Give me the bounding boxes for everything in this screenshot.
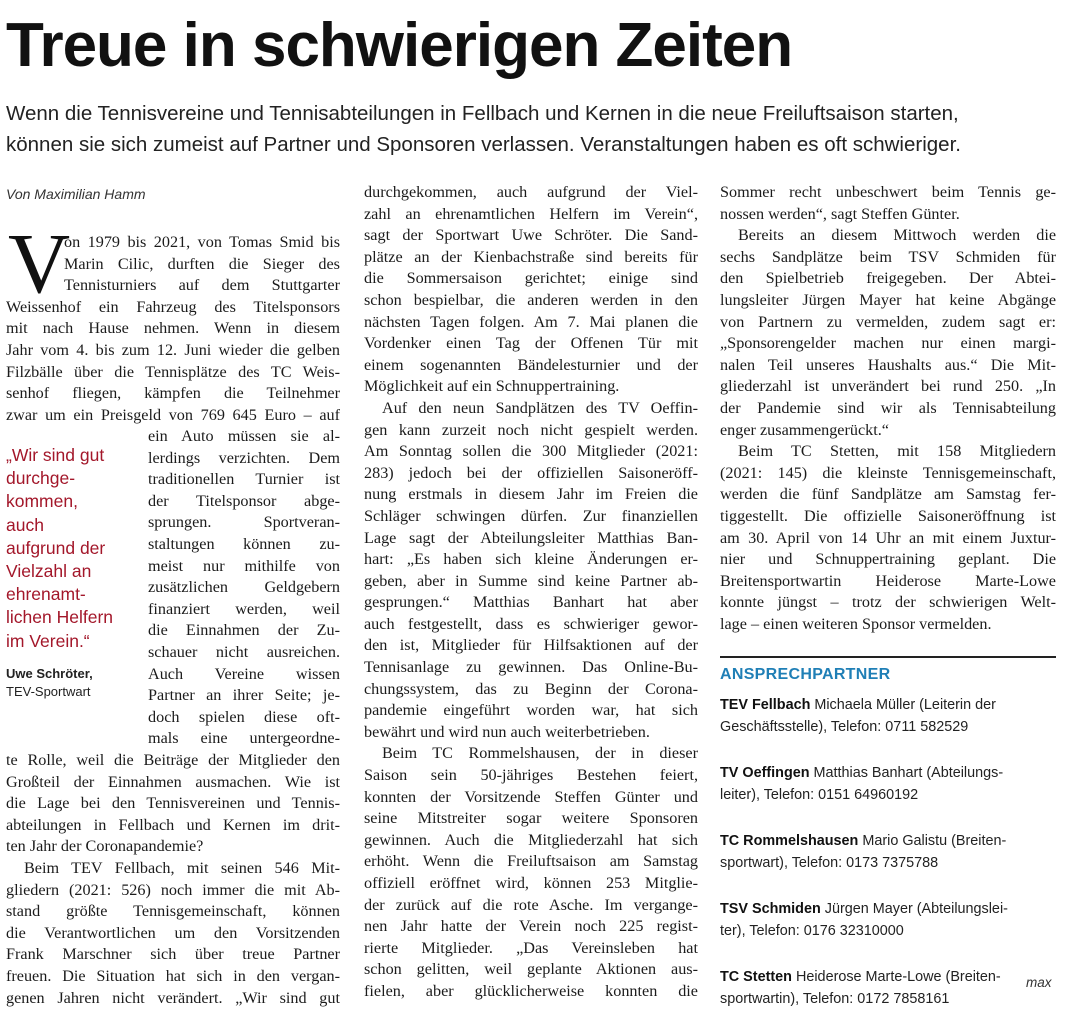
column-1-top xyxy=(6,232,340,426)
text-line: sagt der Sportwart Uwe Schröter. Die Sand- xyxy=(364,226,698,245)
text-line: am 30. April von 14 Uhr an mit einem Juxtur- xyxy=(720,528,1056,547)
text-line: Auch Vereine wissen xyxy=(148,664,340,683)
author-initials: max xyxy=(1026,975,1052,990)
pull-quote-attribution xyxy=(6,665,93,701)
text-line: die Sommersaison gerichtet; einige sind xyxy=(364,269,698,288)
text-line: traditionellen Turnier ist xyxy=(148,470,340,489)
text-line: lungsleiter Jürgen Mayer hat keine Abgänge xyxy=(720,290,1056,309)
text-line: „Sponsorengelder machen nur einen margi- xyxy=(720,334,1056,353)
text-line: Möglichkeit auf ein Schnuppertraining. xyxy=(364,377,620,396)
column-2 xyxy=(364,182,698,1003)
text-line: mit nach Hause nehmen. Wenn in diesem xyxy=(6,319,340,338)
text-line: der Pandemie sind wir als Tennisabteilung xyxy=(720,398,1056,417)
quote-author-role: TEV-Sportwart xyxy=(6,684,91,699)
text-line: 283) jedoch bei der offiziellen Saisoneröff- xyxy=(364,463,698,482)
contact-box-rule xyxy=(720,656,1056,658)
contact-phone-line: Geschäftsstelle), Telefon: 0711 582529 xyxy=(720,719,969,735)
text-line: hart: „Es haben sich kleine Änderungen er- xyxy=(364,550,698,569)
text-line: sechs Sandplätze beim TSV Schmiden für xyxy=(720,247,1056,266)
text-line: Vordenker einen Tag der Offenen Tür mit xyxy=(364,334,698,353)
contact-entry xyxy=(720,694,1058,738)
text-line: der Titelsponsor abge- xyxy=(148,491,340,510)
text-line: nächsten Tagen folgen. Am 7. Mai planen die xyxy=(364,312,698,331)
contact-entry xyxy=(720,762,1058,806)
text-line: te Rolle, weil die Beiträge der Mitglieder den xyxy=(6,751,340,769)
text-line: Beim TC Stetten, mit 158 Mitgliedern xyxy=(738,442,1056,461)
text-line: geben, aber in Summe sind keine Partner ab- xyxy=(364,571,698,590)
text-line: enger zusammengerückt.“ xyxy=(720,420,889,439)
text-line: konnten der Vorsitzende Steffen Günter und xyxy=(364,787,698,806)
column-1-bottom xyxy=(6,750,340,1009)
text-line: Marin Cilic, durften die Sieger des xyxy=(64,254,340,273)
text-line: plätze an der Kienbachstraße sind bereits für xyxy=(364,247,698,266)
text-line: seine Mitstreiter sogar weitere Sponsoren xyxy=(364,809,698,828)
text-line: chungssystem, das zu Beginn der Corona- xyxy=(364,679,698,698)
lead-line: können sie sich zumeist auf Partner und Sponsoren verlassen. Veranstaltungen haben es oft schwieriger. xyxy=(6,133,961,156)
text-line: genen Jahren nicht verändert. „Wir sind gut xyxy=(6,988,340,1007)
text-line: ein Auto müssen sie al- xyxy=(148,427,340,445)
text-line: Weissenhof ein Fahrzeug des Titelsponsors xyxy=(6,297,340,316)
text-line: lerdings verzichten. Dem xyxy=(148,448,340,467)
text-line: Tennisanlage zu gewinnen. Das Online-Bu- xyxy=(364,658,698,677)
text-line: Breitensportwartin Heiderose Marte-Lowe xyxy=(720,571,1056,590)
text-line: einem sogenannten Bändelesturnier und der xyxy=(364,355,698,374)
text-line: Schläger schwingen dürfen. Zur finanziellen xyxy=(364,506,698,525)
contact-entry xyxy=(720,898,1058,942)
text-line: on 1979 bis 2021, von Tomas Smid bis xyxy=(64,233,340,251)
text-line: schauer nicht ausreichen. xyxy=(148,642,340,661)
text-line: stand größte Tennisgemeinschaft, können xyxy=(6,902,340,921)
contact-person: Jürgen Mayer (Abteilungslei- xyxy=(820,901,1008,917)
text-line: der zurück auf die rote Asche. Im vergange- xyxy=(364,895,698,914)
text-line: Frank Marschner sich über treue Partner xyxy=(6,945,340,964)
pull-quote-line: aufgrund der xyxy=(6,537,106,558)
text-line: Großteil der Einnahmen ausmachen. Wie ist xyxy=(6,772,340,791)
contact-line xyxy=(720,898,1058,920)
contact-phone-line: sportwart), Telefon: 0173 7375788 xyxy=(720,855,939,871)
contact-line xyxy=(720,762,1058,784)
contact-club: TC Stetten xyxy=(720,969,792,985)
text-line: von Partnern zu vermelden, zudem sagt er: xyxy=(720,312,1056,331)
text-line: ten Jahr der Coronapandemie? xyxy=(6,837,204,856)
column-3 xyxy=(720,182,1056,635)
text-line: durchgekommen, auch aufgrund der Viel- xyxy=(364,183,698,201)
text-line: Filzbälle über die Tennisplätze des TC Weis- xyxy=(6,362,340,381)
contact-heading: ANSPRECHPARTNER xyxy=(720,666,891,683)
contact-person: Matthias Banhart (Abteilungs- xyxy=(809,765,1004,781)
text-line: den Spielbetrieb freigegeben. Der Abtei- xyxy=(720,269,1056,288)
text-line: Sommer recht unbeschwert beim Tennis ge- xyxy=(720,183,1056,201)
text-line: meist nur mithilfe von xyxy=(148,556,340,575)
text-line: Bereits an diesem Mittwoch werden die xyxy=(738,226,1056,245)
pull-quote-line: kommen, xyxy=(6,491,78,512)
contact-person: Mario Galistu (Breiten- xyxy=(858,833,1007,849)
text-line: die Lage bei den Tennisvereinen und Tennis- xyxy=(6,794,340,813)
drop-cap: V xyxy=(8,215,71,311)
contact-club: TEV Fellbach xyxy=(720,697,811,713)
column-1-narrow xyxy=(148,426,340,750)
text-line: Am Sonntag sollen die 300 Mitglieder (2021: xyxy=(364,442,698,461)
pull-quote-line: Vielzahl an xyxy=(6,561,92,582)
headline: Treue in schwierigen Zeiten xyxy=(6,11,793,80)
text-line: gewinnen. Auch die Mitgliederzahl hat sich xyxy=(364,830,698,849)
pull-quote-line: im Verein.“ xyxy=(6,630,90,651)
text-line: Jahr vom 4. bis zum 12. Juni wieder die gelben xyxy=(6,340,340,359)
text-line: auch festgestellt, dass es schwieriger gewor- xyxy=(364,614,698,633)
text-line: finanziert werden, weil xyxy=(148,599,340,618)
text-line: offiziell eröffnet wird, können 253 Mitglie- xyxy=(364,874,698,892)
contact-club: TV Oeffingen xyxy=(720,765,810,781)
text-line: Partner an ihrer Seite; je- xyxy=(148,686,340,705)
text-line: gliederzahl ist unverändert bei rund 250. „In xyxy=(720,377,1056,396)
text-line: fielen, aber glücklicherweise konnten die xyxy=(364,981,698,1000)
pull-quote-line: durchge- xyxy=(6,468,76,489)
quote-author-name: Uwe Schröter, xyxy=(6,666,93,681)
text-line: gliedern (2021: 526) noch immer die mit Ab- xyxy=(6,880,340,899)
pull-quote-line: auch xyxy=(6,514,44,535)
pull-quote-line: „Wir sind gut xyxy=(6,445,105,465)
text-line: (2021: 145) die kleinste Tennisgemeinschaft, xyxy=(720,463,1056,482)
contact-line xyxy=(720,694,1058,716)
text-line: nalen Teil unseres Haushalts aus.“ Die Mit- xyxy=(720,355,1056,374)
text-line: erhöht. Wenn die Freiluftsaison am Samstag xyxy=(364,852,698,871)
author-byline: Von Maximilian Hamm xyxy=(6,186,146,202)
text-line: zwar um ein Preisgeld von 769 645 Euro – auf xyxy=(6,405,340,424)
text-line: Auf den neun Sandplätzen des TV Oeffin- xyxy=(382,398,698,417)
text-line: Beim TEV Fellbach, mit seinen 546 Mit- xyxy=(24,858,340,877)
text-line: gen kann zurzeit noch nicht gespielt werden. xyxy=(364,420,698,439)
text-line: die Verantwortlichen um den Vorsitzenden xyxy=(6,923,340,942)
text-line: nier und Schnuppertraining geplant. Die xyxy=(720,550,1056,569)
text-line: Beim TC Rommelshausen, der in dieser xyxy=(382,744,698,763)
text-line: freuen. Die Situation hat sich in den vergan- xyxy=(6,966,340,985)
text-line: mals eine untergeordne- xyxy=(148,729,340,748)
text-line: doch spielen diese oft- xyxy=(148,707,340,726)
contact-entry xyxy=(720,966,1058,1010)
text-line: nen Jahr hatte der Verein noch 225 regist- xyxy=(364,917,698,936)
text-line: bewährt und wird nun auch weiterbetrieben. xyxy=(364,722,650,741)
text-line: gesprungen.“ Matthias Banhart hat aber xyxy=(364,593,698,612)
contact-phone-line: leiter), Telefon: 0151 64960192 xyxy=(720,787,919,803)
text-line: den ist, Mitglieder für Hilfsaktionen auf der xyxy=(364,636,698,655)
text-line: schon gelitten, weil geplante Aktionen aus- xyxy=(364,960,698,979)
text-line: abteilungen in Fellbach und Kernen im drit- xyxy=(6,815,340,834)
contact-club: TC Rommelshausen xyxy=(720,833,859,849)
text-line: werden die fünf Sandplätze am Samstag fer- xyxy=(720,485,1056,504)
contact-line xyxy=(720,830,1058,852)
text-line: schon bespielbar, die anderen werden in den xyxy=(364,290,698,309)
text-line: Tennisturniers auf dem Stuttgarter xyxy=(64,276,340,295)
text-line: staltungen können zu- xyxy=(148,534,340,553)
contact-club: TSV Schmiden xyxy=(720,901,821,917)
text-line: lage – einen weiteren Sponsor vermelden. xyxy=(720,614,992,633)
text-line: rierte Mitglieder. „Das Vereinsleben hat xyxy=(364,938,698,957)
text-line: nung erstmals in diesem Jahr im Freien die xyxy=(364,485,698,504)
text-line: Lage sagt der Abteilungsleiter Matthias Ban- xyxy=(364,528,698,547)
contact-phone-line: ter), Telefon: 0176 32310000 xyxy=(720,923,904,939)
contact-person: Heiderose Marte-Lowe (Breiten- xyxy=(791,969,1001,985)
contact-phone-line: sportwartin), Telefon: 0172 7858161 xyxy=(720,991,950,1007)
lead-line: Wenn die Tennisvereine und Tennisabteilungen in Fellbach und Kernen in die neue Freiluftsaison starten, xyxy=(6,102,959,125)
text-line: Saison sein 50-jähriges Bestehen feiert, xyxy=(364,766,698,785)
contact-person: Michaela Müller (Leiterin der xyxy=(810,697,996,713)
text-line: senhof fliegen, kämpfen die Teilnehmer xyxy=(6,384,340,403)
text-line: pandemie eingeführt worden war, hat sich xyxy=(364,701,698,720)
text-line: nossen werden“, sagt Steffen Günter. xyxy=(720,204,960,223)
text-line: konnte jüngst – trotz der schwierigen Welt- xyxy=(720,593,1056,612)
text-line: tiggestellt. Die offizielle Saisoneröffnung ist xyxy=(720,506,1056,525)
pull-quote-line: ehrenamt- xyxy=(6,584,86,605)
text-line: zahl an ehrenamtlichen Helfern im Verein“, xyxy=(364,204,698,223)
lead-paragraph xyxy=(6,98,1058,160)
contact-line xyxy=(720,966,1058,988)
text-line: zusätzlichen Geldgebern xyxy=(148,578,340,597)
text-line: sprungen. Sportveran- xyxy=(148,513,340,532)
text-line: die Einnahmen der Zu- xyxy=(148,621,340,640)
contact-entry xyxy=(720,830,1058,874)
pull-quote xyxy=(6,444,136,653)
pull-quote-line: lichen Helfern xyxy=(6,607,113,628)
